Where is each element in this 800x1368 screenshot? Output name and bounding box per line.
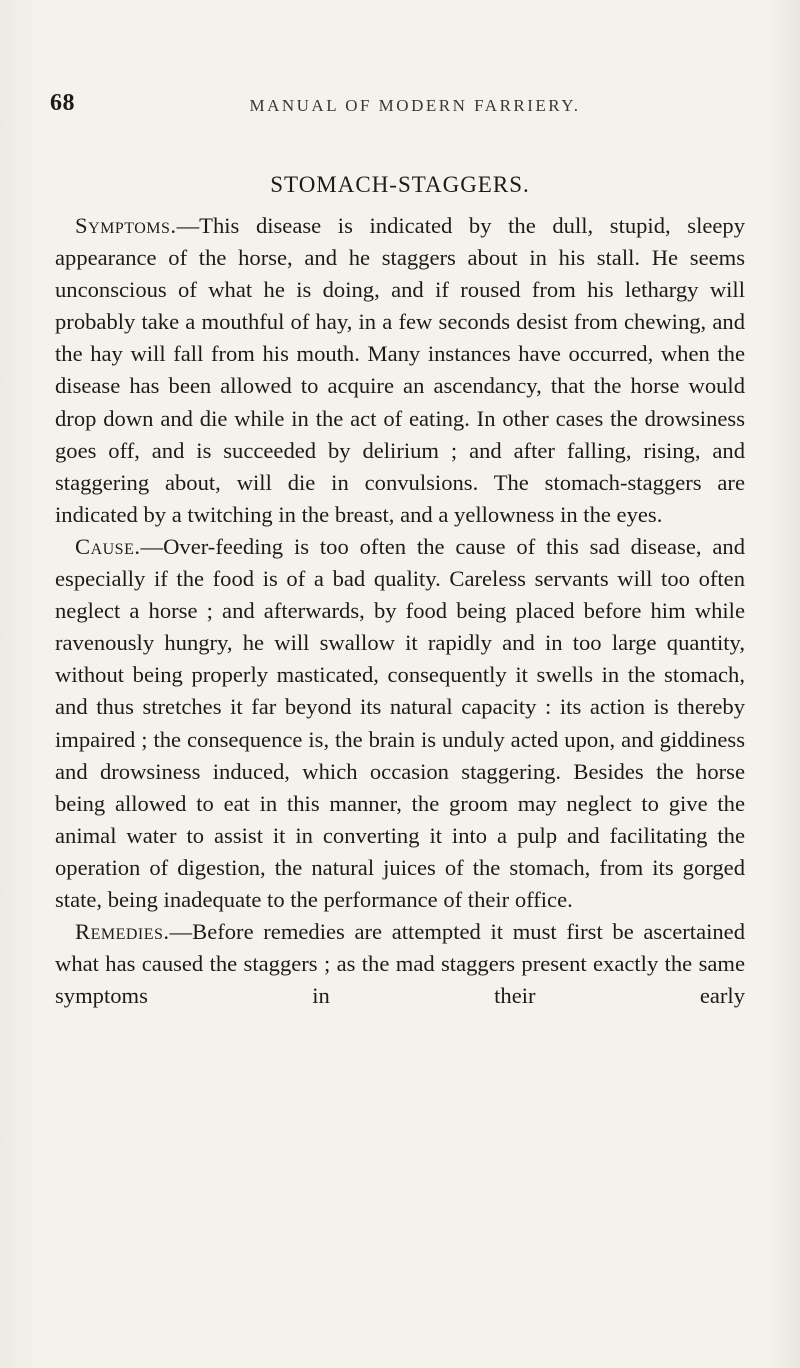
paragraph-lead-remedies: Remedies. — [75, 919, 170, 945]
paragraph-lead-cause: Cause. — [75, 533, 141, 559]
running-head — [50, 90, 750, 120]
running-title: MANUAL OF MODERN FARRIERY. — [249, 96, 581, 115]
paragraph-text-cause: —Over-feeding is too often the cause of this sad disease, and especially if the food is of a bad quality. Careless servants will too often neglect a horse ; and afterwards, by food being placed before him while ravenously hungry, he will swallow it rapidly and in too large quantity, without being properly masticated, consequently it swells in the stomach, and thus stretches it far beyond its natural capacity : its action is thereby impaired ; the consequence is, the brain is unduly acted upon, and giddiness and drowsiness induced, which occasion staggering. Besides the horse being allowed to eat in this manner, the groom may neglect to give the animal water to assist it in converting it into a pulp and facilitating the operation of digestion, the natural juices of the stomach, from its gorged state, being inadequate to the performance of their office. — [55, 533, 745, 912]
section-title: STOMACH-STAGGERS. — [270, 172, 530, 197]
paragraph-symptoms — [55, 210, 745, 531]
paragraph-cause — [55, 531, 745, 916]
paragraph-text-remedies: —Before remedies are attempted it must first be ascertained what has caused the staggers ; as the mad staggers present exactly the same symptoms in their early — [55, 919, 745, 1009]
paragraph-lead-symptoms: Symptoms. — [75, 213, 177, 238]
paragraph-text-symptoms: —This disease is indicated by the dull, stupid, sleepy appearance of the horse, and he staggers about in his stall. He seems unconscious of what he is doing, and if roused from his lethargy will probably take a mouthful of hay, in a few seconds desist from chewing, and the hay will fall from his mouth. Many instances have occurred, when the disease has been allowed to acquire an ascendancy, that the horse would drop down and die while in the act of eating. In other cases the drowsiness goes off, and is succeeded by delirium ; and after falling, rising, and staggering about, will die in convulsions. The stomach-staggers are indicated by a twitching in the breast, and a yellowness in the eyes. — [55, 213, 745, 527]
paragraph-remedies — [55, 916, 745, 1012]
page-number: 68 — [50, 90, 75, 116]
body-text — [55, 210, 745, 1012]
